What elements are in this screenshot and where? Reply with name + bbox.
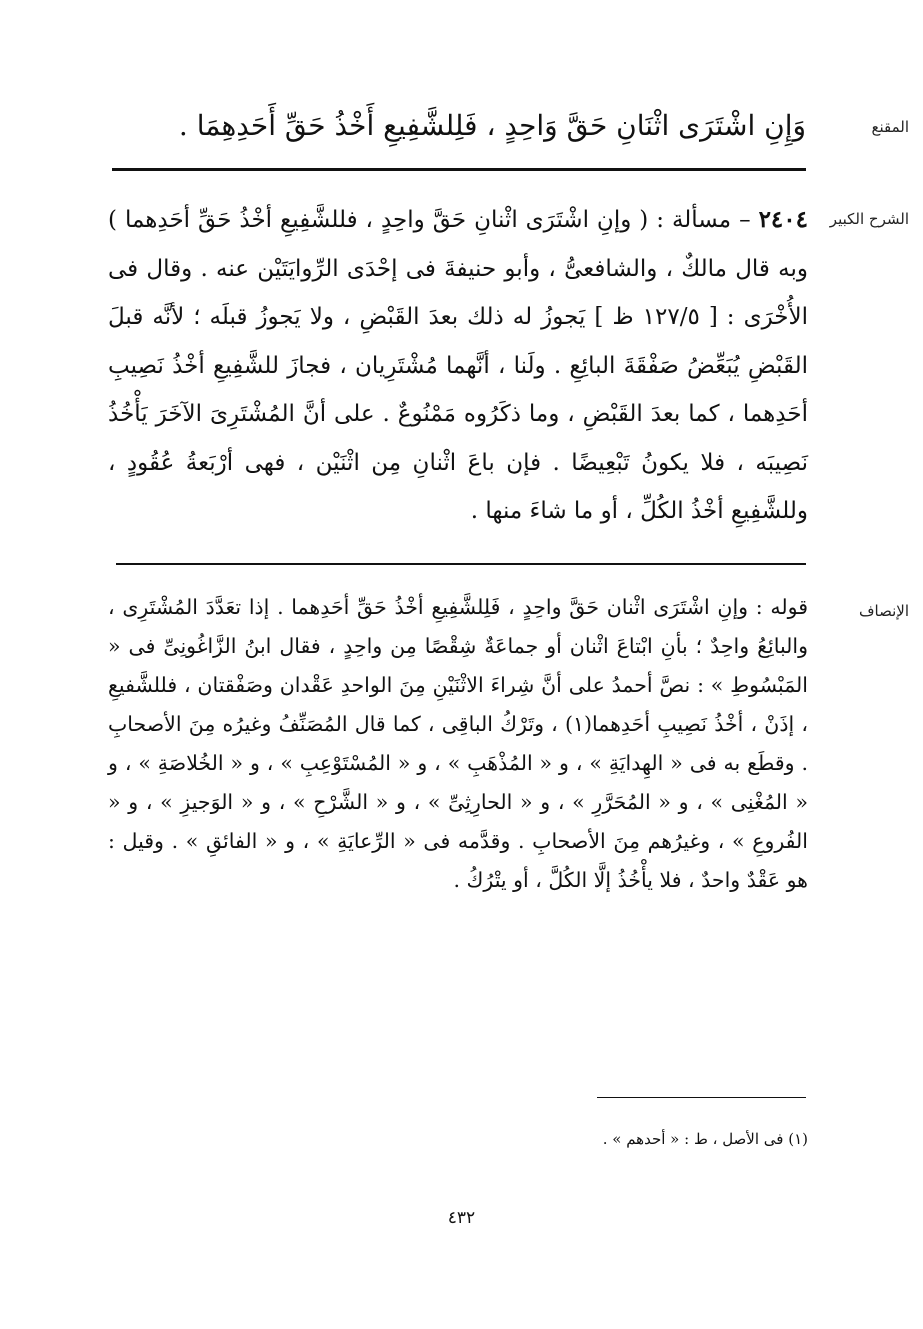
- insaf-label: الإنصاف: [858, 602, 909, 620]
- sharh-block: [108, 196, 808, 536]
- insaf-block: [108, 588, 808, 900]
- muqni-divider: [112, 168, 806, 171]
- insaf-text: قوله : وإنِ اشْتَرَى اثْنان حَقَّ واحِدٍ ، فَلِلشَّفِيعِ أخْذُ حَقِّ أحَدِهما . إذا تعَدَّدَ المُشْتَرِى ، والبائِعُ واحِدٌ ؛ بأنِ ابْتاعَ اثْنان أو جماعَةٌ شِقْصًا مِن واحِدٍ ، فقال ابنُ الزَّاغُونِىِّ فى « المَبْسُوطِ » : نصَّ أحمدُ على أنَّ شِراءَ الاثْنَيْنِ مِنَ الواحدِ عَقْدان وصَفْقتان ، فللشَّفيعِ ، إذَنْ ، أخْذُ نَصِيبِ أحَدِهما(١) ، وتَرْكُ الباقِى ، كما قال المُصَنِّفُ وغيرُه مِنَ الأصحابِ . وقطَع به فى « الهِدايَةِ » ، و « المُذْهَبِ » ، و « المُسْتَوْعِبِ » ، و « الخُلاصَةِ » ، و « المُغْنِى » ، و « المُحَرَّرِ » ، و « الحارِثِىِّ » ، و « الشَّرْحِ » ، و « الوَجيزِ » ، و « الفُروعِ » ، وغيرُهم مِنَ الأصحابِ . وقدَّمه فى « الرِّعايَةِ » ، و « الفائقِ » . وقيل : هو عَقْدٌ واحدٌ ، فلا يأْخُذُ إلَّا الكُلَّ ، أو يتْرُكُ .: [108, 595, 808, 892]
- sharh-paragraph: [108, 196, 808, 536]
- footnote-text: (١) فى الأصل ، ط : « أحدهم » .: [602, 1130, 808, 1148]
- footnote-divider: [597, 1097, 806, 1098]
- sharh-label: الشرح الكبير: [829, 210, 909, 228]
- sharh-text: – مسألة : ( وإنِ اشْتَرَى اثْنانِ حَقَّ واحِدٍ ، فللشَّفِيعِ أخْذُ حَقِّ أحَدِهما ) وبه قال مالكٌ ، والشافعىُّ ، وأبو حنيفةَ فى إحْدَى الرِّوايَتَيْن عنه . وقال فى الأُخْرَى : [ ١٢٧/٥ ظ ] يَجوزُ له ذلك بعدَ القَبْضِ ، ولا يَجوزُ قبلَه ؛ لأنَّه قبلَ القَبْضِ يُبَعِّضُ صَفْقَةَ البائِعِ . ولَنا ، أنَّهما مُشْتَرِيان ، فجازَ للشَّفِيعِ أخْذُ نَصِيبِ أحَدِهما ، كما بعدَ القَبْضِ ، وما ذكَرُوه مَمْنُوعٌ . على أنَّ المُشْتَرِىَ الآخَرَ يَأْخُذُ نَصِيبَه ، فلا يكونُ تَبْعِيضًا . فإن باعَ اثْنانِ مِن اثْنَيْن ، فهى أرْبَعةُ عُقُودٍ ، وللشَّفِيعِ أخْذُ الكُلِّ ، أو ما شاءَ منها .: [108, 207, 808, 524]
- sharh-divider: [116, 563, 806, 565]
- muqni-block: [110, 106, 806, 146]
- issue-number: ٢٤٠٤: [758, 206, 808, 233]
- footnote-block: [108, 1128, 808, 1150]
- muqni-text: وَإِنِ اشْتَرَى اثْنَانِ حَقَّ وَاحِدٍ ، فَلِلشَّفِيعِ أَخْذُ حَقِّ أَحَدِهِمَا .: [178, 109, 806, 142]
- page-number: ٤٣٢: [447, 1208, 476, 1228]
- muqni-label: المقنع: [871, 118, 909, 136]
